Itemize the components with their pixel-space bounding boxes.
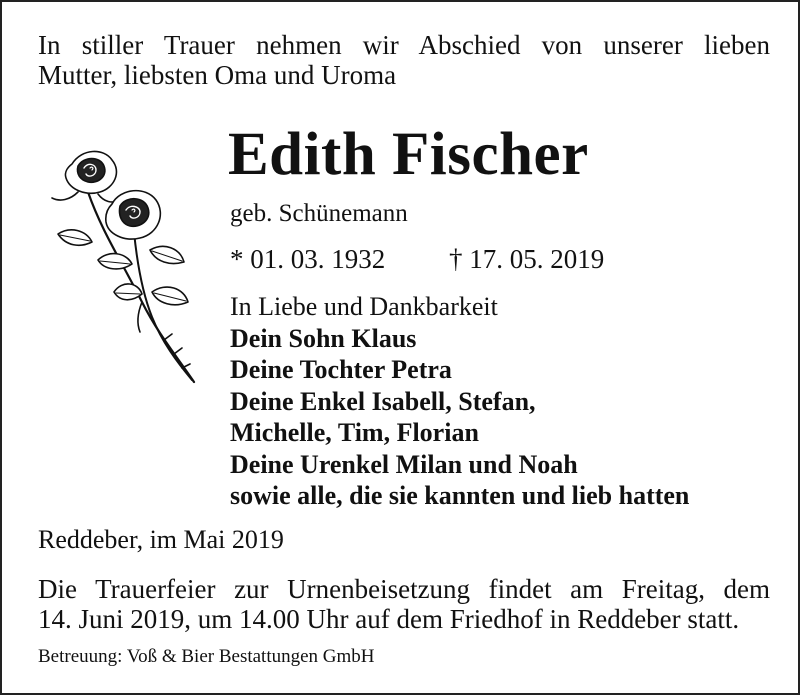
intro-line-1: In stiller Trauer nehmen wir Abschied von unserer lieben [38, 30, 770, 60]
service-line-1: Die Trauerfeier zur Urnenbeisetzung findet am Freitag, dem [38, 574, 770, 604]
mourner-line: Dein Sohn Klaus [230, 323, 417, 353]
birth-name: geb. Schünemann [230, 200, 408, 227]
intro-line-2: Mutter, liebsten Oma und Uroma [38, 60, 397, 90]
mourner-line: Deine Enkel Isabell, Stefan, [230, 386, 536, 416]
mourner-line: Deine Urenkel Milan und Noah [230, 449, 578, 479]
life-dates [230, 243, 605, 275]
deceased-name: Edith Fischer [228, 121, 589, 188]
service-line-2: 14. Juni 2019, um 14.00 Uhr auf dem Friedhof in Reddeber statt. [38, 604, 740, 634]
service-info [38, 574, 770, 634]
death-date: † 17. 05. 2019 [449, 244, 605, 274]
mourner-line: sowie alle, die sie kannten und lieb hatten [230, 481, 690, 510]
mourners-list [230, 291, 689, 512]
mourners-intro: In Liebe und Dankbarkeit [230, 292, 498, 321]
roses-icon [42, 142, 212, 392]
undertaker-credit: Betreuung: Voß & Bier Bestattungen GmbH [38, 646, 375, 667]
place-and-date: Reddeber, im Mai 2019 [38, 525, 284, 554]
mourner-line: Michelle, Tim, Florian [230, 418, 479, 447]
birth-date: * 01. 03. 1932 [230, 244, 386, 274]
mourner-line: Deine Tochter Petra [230, 355, 452, 384]
intro-text [38, 30, 770, 90]
